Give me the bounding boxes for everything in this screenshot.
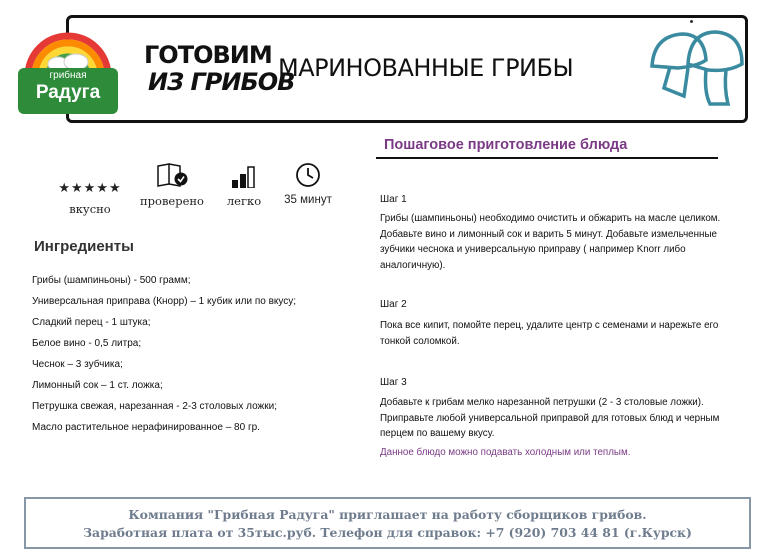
stat-label: 35 минут (284, 194, 332, 206)
stat-taste (52, 172, 128, 216)
list-item: Петрушка свежая, нарезанная - 2-3 столовых ложки; (32, 401, 277, 412)
banner-line: Заработная плата от 35тыс.руб. Телефон для справок: +7 (920) 703 44 81 (г.Курск) (83, 525, 692, 540)
divider (376, 157, 718, 159)
mushroom-icon (648, 26, 744, 106)
list-item: Белое вино - 0,5 литра; (32, 338, 142, 349)
banner-line: Компания "Грибная Радуга" приглашает на работу сборщиков грибов. (128, 507, 647, 522)
step-heading: Шаг 1 (380, 194, 407, 205)
list-item: Сладкий перец - 1 штука; (32, 317, 151, 328)
list-item: Чеснок – 3 зубчика; (32, 359, 123, 370)
stat-difficulty (214, 164, 274, 208)
stat-label: легко (226, 194, 262, 208)
stat-label: вкусно (69, 202, 111, 216)
decor-dot (690, 20, 693, 23)
list-item: Грибы (шампиньоны) - 500 грамм; (32, 275, 191, 286)
step-heading: Шаг 3 (380, 377, 407, 388)
list-item: Универсальная приправа (Кнорр) – 1 кубик или по вкусу; (32, 296, 297, 307)
step-text: Пока все кипит, помойте перец, удалите центр с семенами и нарежьте его тонкой соломкой. (380, 320, 719, 347)
list-item: Масло растительное нерафинированное – 80 гр. (32, 422, 260, 433)
step-text: Добавьте к грибам мелко нарезанной петрушки (2 - 3 столовые ложки). Приправьте любой универсальной приправой для готовых блюд и черным перцем по вашему вкусу. (380, 397, 720, 439)
brand-subtitle: грибная (49, 70, 87, 81)
step-heading: Шаг 2 (380, 299, 407, 310)
clock-icon (295, 162, 321, 188)
book-check-icon (154, 162, 190, 188)
recipe-title: МАРИНОВАННЫЕ ГРИБЫ (278, 54, 574, 82)
stat-verified (136, 164, 208, 208)
serving-note: Данное блюдо можно подавать холодным или теплым. (380, 447, 631, 458)
stat-time (280, 164, 336, 206)
list-item: Лимонный сок – 1 ст. ложка; (32, 380, 163, 391)
brand-name: Радуга (35, 82, 101, 103)
stars-icon: ★★★★★ (58, 180, 122, 195)
ingredients-title: Ингредиенты (34, 238, 134, 255)
step-text: Грибы (шампиньоны) необходимо очистить и обжарить на масле целиком. Добавьте вино и лимонный сок и варить 5 минут. Добавьте измельченные зубчики чеснока и универсальную приправу ( например Knorr либо аналогичную). (380, 213, 721, 271)
difficulty-bars-icon (229, 164, 259, 188)
steps-title: Пошаговое приготовление блюда (384, 137, 628, 153)
cooking-heading: ГОТОВИМ ИЗ ГРИБОВ (144, 41, 295, 96)
stat-label: проверено (140, 194, 204, 208)
ingredients-list (32, 274, 296, 442)
job-ad-banner (24, 497, 751, 549)
